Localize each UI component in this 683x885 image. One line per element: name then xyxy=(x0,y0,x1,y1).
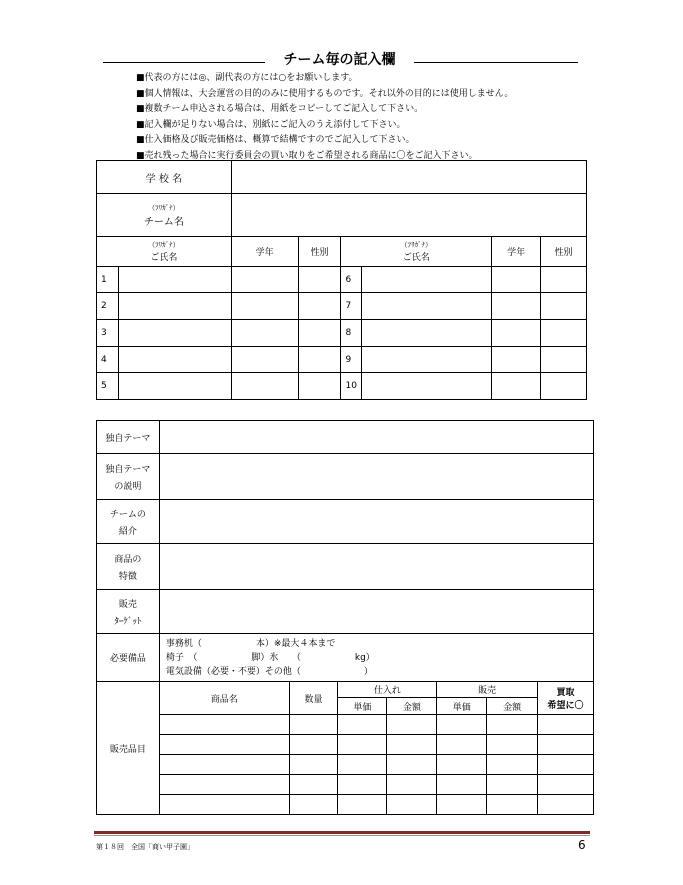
product-feature-label xyxy=(97,544,160,590)
footer-rule-thin xyxy=(94,835,590,836)
item-row xyxy=(97,795,594,815)
item-cell[interactable] xyxy=(289,795,338,815)
page-number: 6 xyxy=(578,838,586,852)
notes-list xyxy=(136,71,676,165)
name-header-right xyxy=(341,237,492,267)
member-name-input[interactable] xyxy=(118,293,231,320)
equipment-fields[interactable] xyxy=(159,634,593,682)
item-cell[interactable] xyxy=(289,715,338,735)
member-grade-input[interactable] xyxy=(231,267,298,293)
member-number: 1 xyxy=(97,267,119,293)
equipment-line: 事務机（ 本）※最大４本まで xyxy=(165,638,336,649)
name-header-left xyxy=(97,237,232,267)
item-cell[interactable] xyxy=(338,775,387,795)
item-cell[interactable] xyxy=(159,735,289,755)
col-sales-unit-header: 単価 xyxy=(437,698,487,715)
team-intro-label-line1: チームの xyxy=(109,509,146,520)
col-buyback-line1: 買取 xyxy=(556,688,575,698)
note-item: ■代表の方には◎、副代表の方には○をお願いします。 xyxy=(136,73,358,83)
member-number: 4 xyxy=(97,347,119,373)
team-table xyxy=(96,160,587,400)
note-item: ■複数チーム申込される場合は、用紙をコピーしてご記入して下さい。 xyxy=(136,104,424,115)
member-number: 9 xyxy=(341,347,362,373)
name-label: ご氏名 xyxy=(402,253,430,263)
member-number: 8 xyxy=(341,320,362,347)
theme-desc-label-line1: 独自テーマ xyxy=(105,464,151,475)
theme-desc-input[interactable] xyxy=(159,454,593,500)
footer-rule xyxy=(94,831,590,834)
product-table xyxy=(96,420,594,815)
item-row xyxy=(97,755,594,775)
item-cell[interactable] xyxy=(487,715,538,735)
item-cell[interactable] xyxy=(538,715,594,735)
col-qty-header: 数量 xyxy=(289,682,338,715)
theme-input[interactable] xyxy=(159,421,593,454)
item-cell[interactable] xyxy=(338,755,387,775)
member-grade-input[interactable] xyxy=(492,347,541,373)
item-row xyxy=(97,775,594,795)
member-name-input[interactable] xyxy=(362,373,492,400)
member-gender-input[interactable] xyxy=(541,373,587,400)
member-number: 6 xyxy=(341,267,362,293)
member-row xyxy=(97,293,587,320)
item-cell[interactable] xyxy=(338,715,387,735)
member-gender-input[interactable] xyxy=(298,267,341,293)
member-name-input[interactable] xyxy=(118,347,231,373)
item-cell[interactable] xyxy=(338,795,387,815)
member-gender-input[interactable] xyxy=(541,320,587,347)
item-cell[interactable] xyxy=(159,775,289,795)
gender-header-right: 性別 xyxy=(541,237,587,267)
title-rule-right xyxy=(414,62,578,63)
item-cell[interactable] xyxy=(159,715,289,735)
team-intro-label xyxy=(97,500,160,544)
item-cell[interactable] xyxy=(387,715,437,735)
item-cell[interactable] xyxy=(387,775,437,795)
item-cell[interactable] xyxy=(289,775,338,795)
member-gender-input[interactable] xyxy=(298,347,341,373)
grade-header-left: 学年 xyxy=(231,237,298,267)
member-grade-input[interactable] xyxy=(492,320,541,347)
title-rule-left xyxy=(103,62,265,63)
member-name-input[interactable] xyxy=(118,267,231,293)
member-row xyxy=(97,373,587,400)
col-purchase-unit-header: 単価 xyxy=(338,698,387,715)
member-row xyxy=(97,267,587,293)
item-cell[interactable] xyxy=(159,755,289,775)
member-grade-input[interactable] xyxy=(492,373,541,400)
item-cell[interactable] xyxy=(487,735,538,755)
target-label-line2: ﾀｰｹﾞｯﾄ xyxy=(114,616,142,627)
target-label xyxy=(97,590,160,634)
member-gender-input[interactable] xyxy=(298,373,341,400)
product-feature-label-line2: 特徴 xyxy=(118,571,137,582)
team-name-input[interactable] xyxy=(231,194,586,237)
member-name-input[interactable] xyxy=(362,267,492,293)
member-name-input[interactable] xyxy=(362,293,492,320)
member-name-input[interactable] xyxy=(118,373,231,400)
furigana-label: （ﾌﾘｶﾞﾅ） xyxy=(148,203,180,212)
item-cell[interactable] xyxy=(538,755,594,775)
note-item: ■記入欄が足りない場合は、別紙にご記入のうえ添付して下さい。 xyxy=(136,119,406,130)
team-intro-input[interactable] xyxy=(159,500,593,544)
team-name-label-cell xyxy=(97,194,232,237)
member-grade-input[interactable] xyxy=(231,347,298,373)
item-cell[interactable] xyxy=(538,775,594,795)
member-grade-input[interactable] xyxy=(231,293,298,320)
member-name-input[interactable] xyxy=(362,347,492,373)
member-grade-input[interactable] xyxy=(231,320,298,347)
item-cell[interactable] xyxy=(437,795,487,815)
member-grade-input[interactable] xyxy=(231,373,298,400)
item-cell[interactable] xyxy=(289,755,338,775)
school-input[interactable] xyxy=(231,161,586,194)
item-cell[interactable] xyxy=(387,795,437,815)
theme-desc-label-line2: の説明 xyxy=(114,481,142,492)
theme-label: 独自テーマ xyxy=(97,421,160,454)
member-gender-input[interactable] xyxy=(541,293,587,320)
equipment-line: 椅子 （ 脚）氷 （ kg） xyxy=(165,652,375,663)
name-label: ご氏名 xyxy=(150,253,178,263)
item-cell[interactable] xyxy=(437,755,487,775)
product-feature-input[interactable] xyxy=(159,544,593,590)
member-grade-input[interactable] xyxy=(492,293,541,320)
member-row xyxy=(97,347,587,373)
item-cell[interactable] xyxy=(437,775,487,795)
item-cell[interactable] xyxy=(387,735,437,755)
member-gender-input[interactable] xyxy=(541,347,587,373)
member-gender-input[interactable] xyxy=(541,267,587,293)
note-item: ■売れ残った場合に実行委員会の買い取りをご希望される商品に〇をご記入下さい。 xyxy=(136,150,478,161)
note-item: ■仕入価格及び販売価格は、概算で結構ですのでご記入して下さい。 xyxy=(136,135,415,146)
item-cell[interactable] xyxy=(437,735,487,755)
team-intro-label-line2: 紹介 xyxy=(118,526,137,537)
furigana-label: （ﾌﾘｶﾞﾅ） xyxy=(400,241,433,249)
item-cell[interactable] xyxy=(437,715,487,735)
item-cell[interactable] xyxy=(159,795,289,815)
footer-event-name: 第１８回 全国「商い甲子園」 xyxy=(96,843,194,851)
col-buyback-header xyxy=(538,682,594,715)
member-number: 10 xyxy=(341,373,362,400)
note-item: ■個人情報は、大会運営の目的のみに使用するものです。それ以外の目的には使用しません。 xyxy=(136,88,514,99)
item-cell[interactable] xyxy=(289,735,338,755)
team-name-label: チーム名 xyxy=(143,216,184,228)
member-number: 2 xyxy=(97,293,119,320)
col-product-header: 商品名 xyxy=(159,682,289,715)
member-gender-input[interactable] xyxy=(298,320,341,347)
col-sales-header: 販売 xyxy=(437,682,538,698)
col-purchase-header: 仕入れ xyxy=(338,682,437,698)
member-name-input[interactable] xyxy=(362,320,492,347)
theme-desc-label xyxy=(97,454,160,500)
equipment-label: 必要備品 xyxy=(97,634,160,682)
grade-header-right: 学年 xyxy=(492,237,541,267)
equipment-line: 電気設備（必要・不要）その他（ ） xyxy=(165,666,373,677)
school-label: 学 校 名 xyxy=(97,161,232,194)
member-number: 7 xyxy=(341,293,362,320)
furigana-label: （ﾌﾘｶﾞﾅ） xyxy=(148,241,180,249)
col-purchase-amount-header: 金額 xyxy=(387,698,437,715)
item-cell[interactable] xyxy=(538,795,594,815)
item-row xyxy=(97,735,594,755)
product-feature-label-line1: 商品の xyxy=(114,554,142,565)
item-cell[interactable] xyxy=(487,775,538,795)
member-name-input[interactable] xyxy=(118,320,231,347)
target-label-line1: 販売 xyxy=(118,599,137,610)
page-title: チーム毎の記入欄 xyxy=(283,52,396,68)
gender-header-left: 性別 xyxy=(298,237,341,267)
member-number: 3 xyxy=(97,320,119,347)
item-cell[interactable] xyxy=(387,755,437,775)
item-cell[interactable] xyxy=(487,755,538,775)
col-sales-amount-header: 金額 xyxy=(487,698,538,715)
col-buyback-line2: 希望に〇 xyxy=(547,701,584,711)
member-row xyxy=(97,320,587,347)
items-label: 販売品目 xyxy=(97,682,160,815)
member-number: 5 xyxy=(97,373,119,400)
item-cell[interactable] xyxy=(338,735,387,755)
item-cell[interactable] xyxy=(487,795,538,815)
member-gender-input[interactable] xyxy=(298,293,341,320)
item-row xyxy=(97,715,594,735)
target-input[interactable] xyxy=(159,590,593,634)
member-grade-input[interactable] xyxy=(492,267,541,293)
item-cell[interactable] xyxy=(538,735,594,755)
